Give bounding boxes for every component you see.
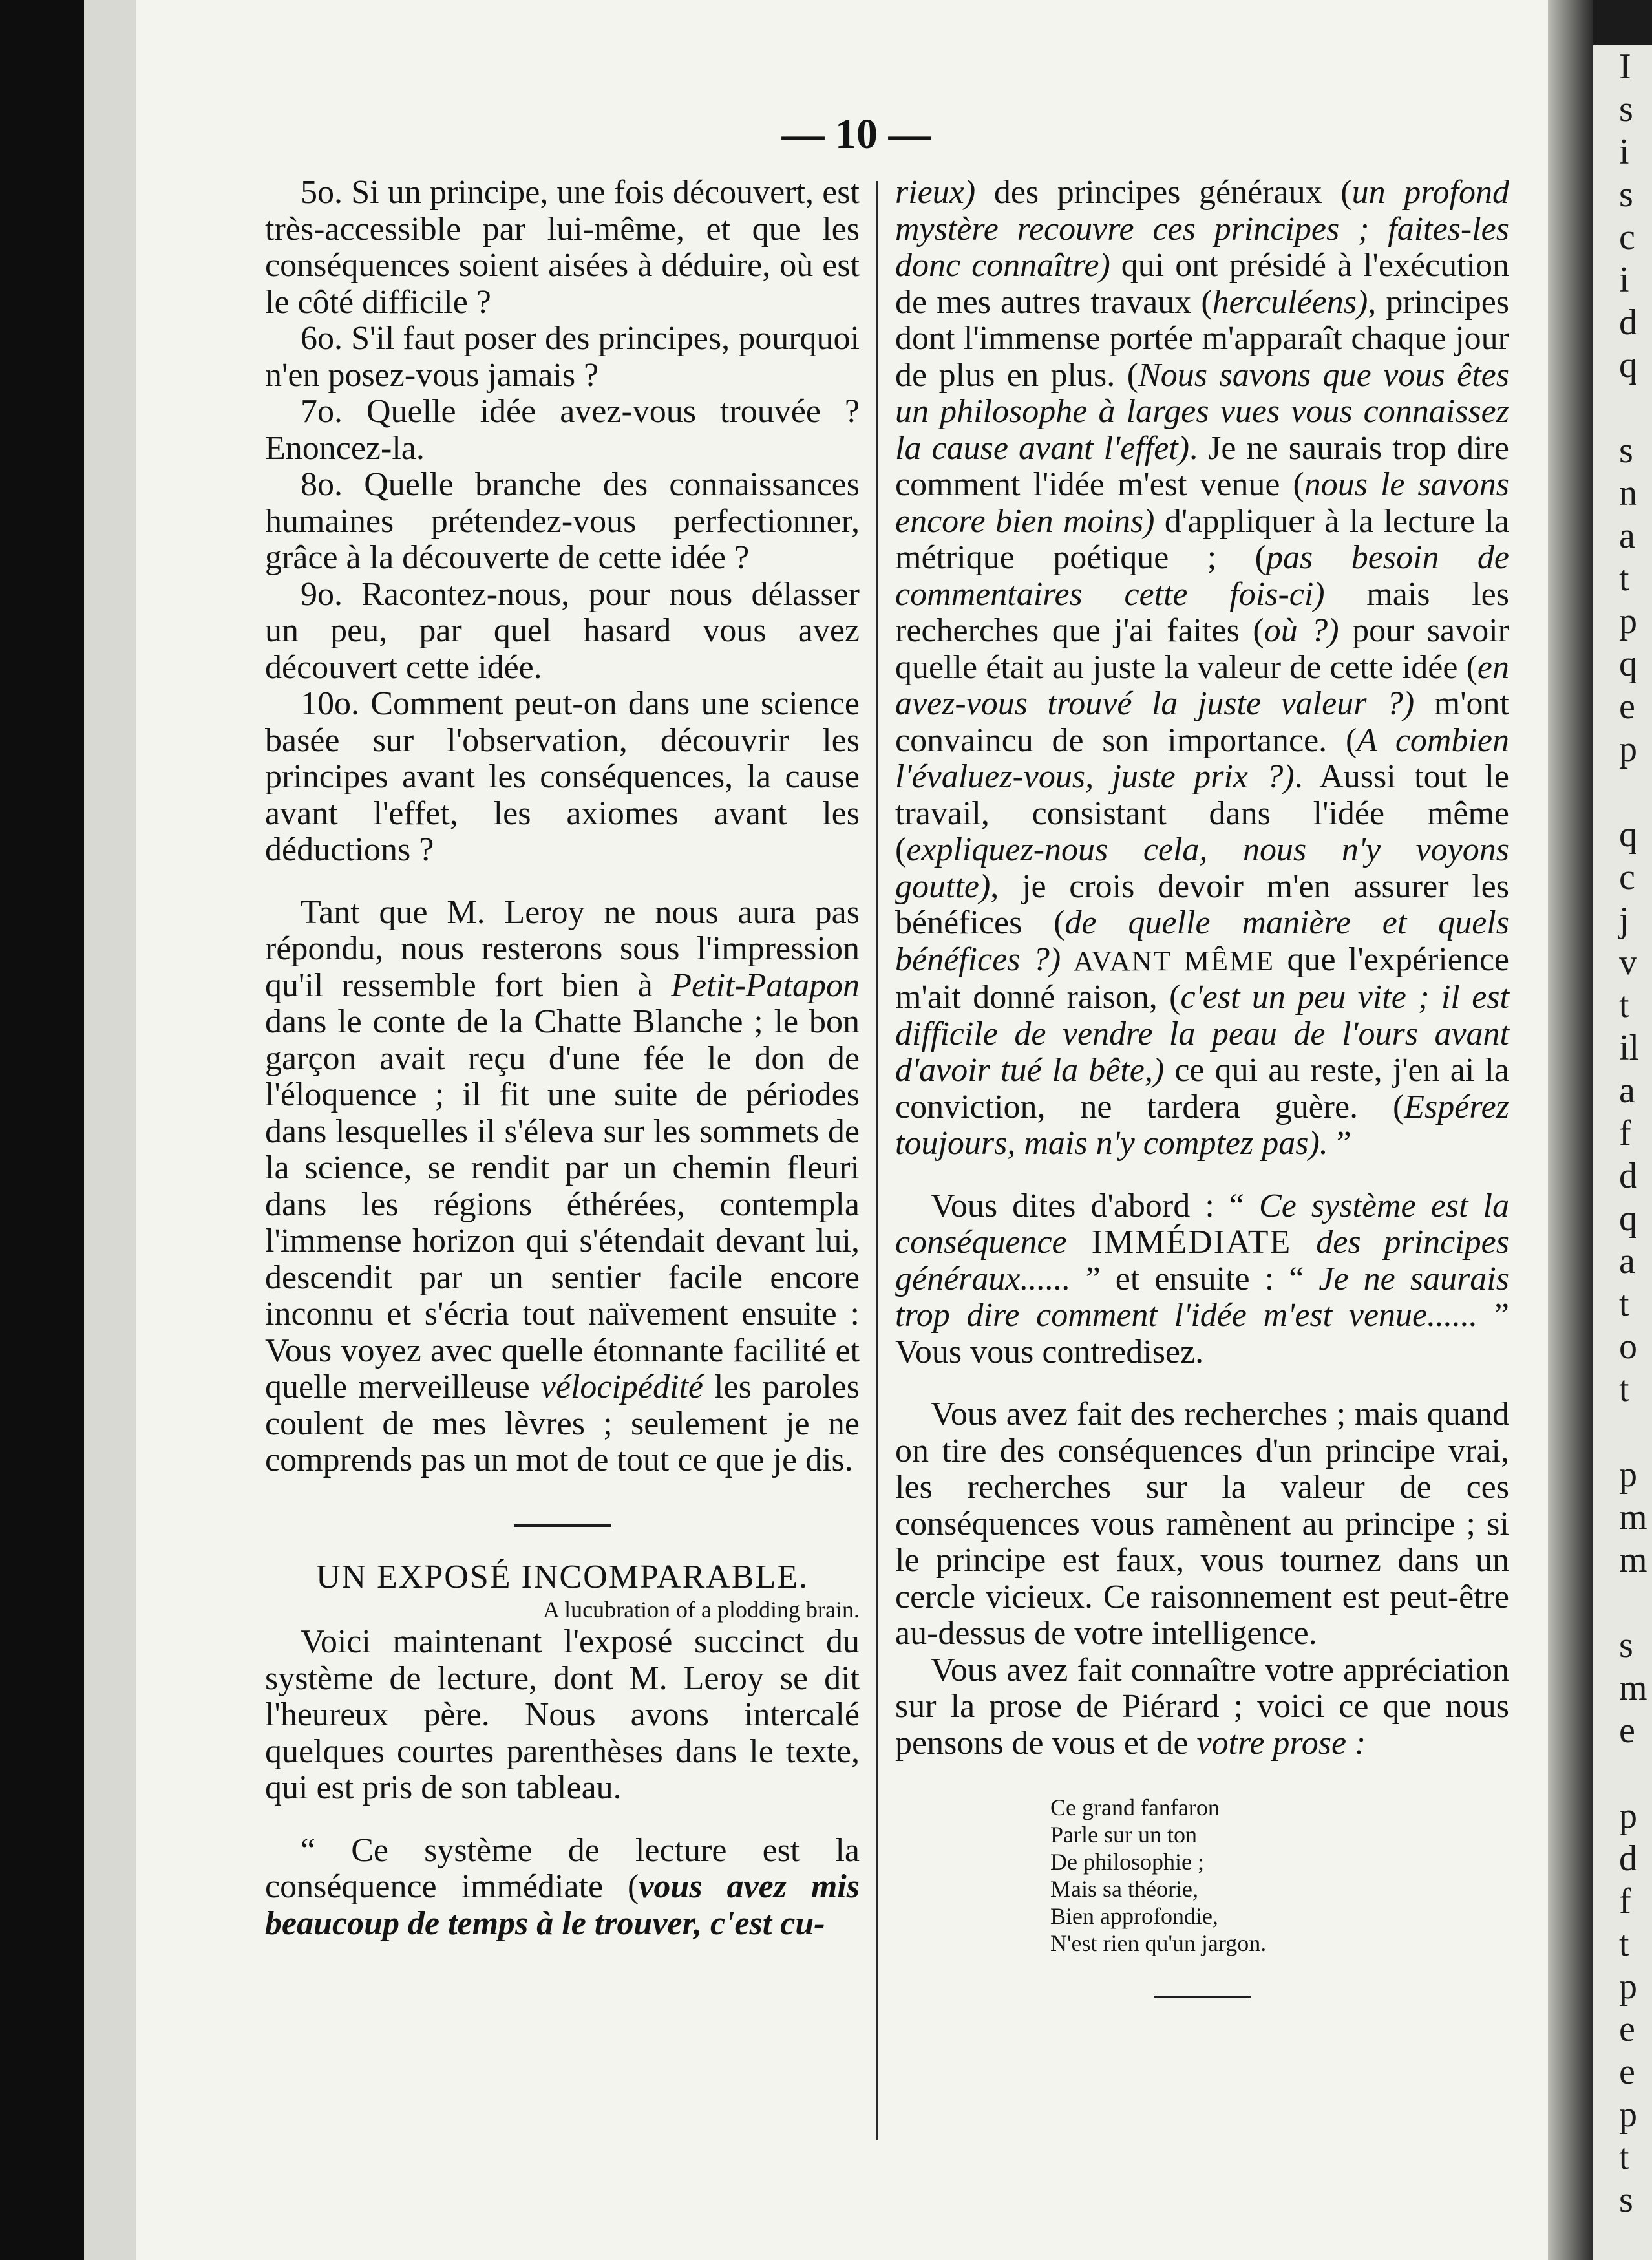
next-page-line: p xyxy=(1619,729,1637,769)
next-page-line: e xyxy=(1619,687,1635,727)
paragraph-contradiction: Vous dites d'abord : “ Ce système est la conséquence IMMÉDIATE des principes généraux...... ” et ensuite : “ Je ne saurais trop dire comment l'idée m'est venue...... ” Vous vous contredisez. xyxy=(895,1187,1510,1370)
next-page-line: q xyxy=(1619,345,1637,385)
next-page-line: n xyxy=(1619,473,1637,513)
section-divider xyxy=(514,1524,611,1527)
next-page-line: e xyxy=(1619,1711,1635,1751)
next-page-line: m xyxy=(1619,1668,1647,1708)
next-page-line xyxy=(1593,1581,1652,1624)
next-page-line: q xyxy=(1619,815,1637,855)
poem-line: De philosophie ; xyxy=(1050,1849,1204,1875)
next-page-line: f xyxy=(1619,1113,1631,1153)
next-page-line: p xyxy=(1619,1455,1637,1495)
next-page-line xyxy=(1593,771,1652,813)
question-7: 7o. Quelle idée avez-vous trouvée ? Enoncez-la. xyxy=(265,393,860,467)
next-page-line: v xyxy=(1619,943,1637,983)
next-page-line: t xyxy=(1619,2137,1629,2177)
next-page-line: q xyxy=(1619,1199,1637,1239)
paragraph-pierard: Vous avez fait connaître votre appréciation sur la prose de Piérard ; voici ce que nous pensons de vous et de votre prose : xyxy=(895,1651,1509,1762)
next-page-line: q xyxy=(1619,644,1637,684)
poem xyxy=(1050,1794,1509,1957)
next-page-line: s xyxy=(1619,175,1633,215)
next-page-line: t xyxy=(1619,1284,1629,1324)
section-title: UN EXPOSÉ INCOMPARABLE. xyxy=(315,1558,809,1595)
next-page-line: a xyxy=(1619,1071,1635,1111)
poem-line: Ce grand fanfaron xyxy=(1050,1795,1220,1820)
next-page-line: p xyxy=(1619,601,1637,641)
page-number: — 10 — xyxy=(781,111,931,158)
poem-line: Parle sur un ton xyxy=(1050,1822,1197,1848)
next-page-line xyxy=(1593,1411,1652,1453)
next-page-fragment xyxy=(1593,45,1652,2260)
next-page-line: t xyxy=(1619,559,1629,599)
next-page-line: t xyxy=(1619,1369,1629,1409)
next-page-line: p xyxy=(1619,1967,1637,2007)
next-page-line: f xyxy=(1619,1881,1631,1921)
paragraph-expose: Voici maintenant l'exposé succinct du système de lecture, dont M. Leroy se dit l'heureux père. Nous avons intercalé quelques courtes parenthèses dans le texte, qui est pris de son tableau. xyxy=(265,1623,860,1806)
next-page-line: a xyxy=(1619,1241,1635,1281)
next-page-line: c xyxy=(1619,857,1635,897)
question-5: 5o. Si un principe, une fois découvert, est très-accessible par lui-même, et que les conséquences soient aisées à déduire, où est le côté difficile ? xyxy=(265,174,860,321)
next-page-line: o xyxy=(1619,1327,1637,1367)
next-page-line: d xyxy=(1619,303,1637,343)
next-page-line: s xyxy=(1619,1625,1633,1665)
next-page-line: t xyxy=(1619,1924,1629,1964)
next-page-line: p xyxy=(1619,2095,1637,2135)
right-column xyxy=(895,175,1509,1998)
next-page-line: a xyxy=(1619,516,1635,556)
quote-continuation: rieux) des principes généraux (un profond mystère recouvre ces principes ; faites-les donc connaître) qui ont présidé à l'exécution de mes autres travaux (herculéens), principes dont l'immense portée m'apparaît chaque jour de plus en plus. (Nous savons que vous êtes un philosophe à larges vues vous connaissez la cause avant l'effet). Je ne saurais trop dire comment l'idée m'est venue (nous le savons encore bien moins) d'appliquer à la lecture la métrique poétique ; (pas besoin de commentaires cette fois-ci) mais les recherches que j'ai faites (où ?) pour savoir quelle était au juste la valeur de cette idée (en avez-vous trouvé la juste valeur ?) m'ont convaincu de son importance. (A combien l'évaluez-vous, juste prix ?). Aussi tout le travail, consistant dans l'idée même (expliquez-nous cela, nous n'y voyons goutte), je crois devoir m'en assurer les bénéfices (de quelle manière et quels bénéfices ?) AVANT MÊME que l'expérience m'ait donné raison, (c'est un peu vite ; il est difficile de vendre la peau de l'ours avant d'avoir tué la bête,) ce qui au reste, j'en ai la conviction, ne tardera guère. (Espérez toujours, mais n'y comptez pas). ” xyxy=(895,174,1510,1162)
quote-start: “ Ce système de lecture est la conséquence immédiate (vous avez mis beaucoup de temps à le trouver, c'est cu- xyxy=(265,1831,860,1942)
paragraph-petit-patapon: Tant que M. Leroy ne nous aura pas répondu, nous resterons sous l'impression qu'il ressemble fort bien à Petit-Patapon dans le conte de la Chatte Blanche ; le bon garçon avait reçu d'une fée le don de l'éloquence ; il fit une suite de périodes dans lesquelles il s'éleva sur les sommets de la science, se rendit par un chemin fleuri dans les régions éthérées, contempla l'immense horizon qui s'étendait devant lui, descendit par un sentier facile encore inconnu et s'écria tout naïvement ensuite : Vous voyez avec quelle étonnante facilité et quelle merveilleuse vélocipédité les paroles coulent de mes lèvres ; seulement je ne comprends pas un mot de tout ce que je dis. xyxy=(265,893,860,1478)
next-page-line: d xyxy=(1619,1839,1637,1879)
next-page-line: e xyxy=(1619,2009,1635,2049)
next-page-line: I xyxy=(1619,47,1631,87)
column-rule xyxy=(876,181,878,2140)
next-page-line: e xyxy=(1619,2052,1635,2092)
scan-border xyxy=(0,0,84,2260)
next-page-line: i xyxy=(1619,260,1629,300)
next-page-line: d xyxy=(1619,1156,1637,1196)
question-6: 6o. S'il faut poser des principes, pourquoi n'en posez-vous jamais ? xyxy=(265,320,860,394)
next-page-line: s xyxy=(1619,431,1633,471)
poem-line: Mais sa théorie, xyxy=(1050,1876,1198,1902)
next-page-line xyxy=(1593,387,1652,429)
paragraph-recherches: Vous avez fait des recherches ; mais quand on tire des conséquences d'un principe vrai, les recherches sur la valeur de ces conséquences vous ramènent au principe ; si le principe est faux, vous tournez dans un cercle vicieux. Ce raisonnement est peut-être au-dessus de votre intelligence. xyxy=(895,1396,1509,1652)
next-page-line: p xyxy=(1619,1796,1637,1836)
next-page-line: m xyxy=(1619,1540,1647,1580)
next-page-line: il xyxy=(1619,1028,1640,1068)
epigraph: A lucubration of a plodding brain. xyxy=(543,1597,860,1623)
poem-line: Bien approfondie, xyxy=(1050,1903,1218,1929)
next-page-line: s xyxy=(1619,89,1633,129)
next-page-line: j xyxy=(1619,900,1629,940)
question-10: 10o. Comment peut-on dans une science basée sur l'observation, découvrir les principes avant les conséquences, la cause avant l'effet, les axiomes avant les déductions ? xyxy=(265,685,860,868)
next-page-line: m xyxy=(1619,1497,1647,1537)
question-9: 9o. Racontez-nous, pour nous délasser un peu, par quel hasard vous avez découvert cette idée. xyxy=(265,575,860,686)
question-8: 8o. Quelle branche des connaissances humaines prétendez-vous perfectionner, grâce à la découverte de cette idée ? xyxy=(265,466,860,576)
next-page-line: i xyxy=(1619,132,1629,172)
next-page-line xyxy=(1593,1752,1652,1795)
gutter-shadow xyxy=(1548,0,1593,2260)
left-column xyxy=(265,175,860,1942)
poem-line: N'est rien qu'un jargon. xyxy=(1050,1930,1267,1956)
closing-divider xyxy=(1154,1996,1251,1998)
next-page-line: t xyxy=(1619,985,1629,1025)
next-page-line: c xyxy=(1619,217,1635,257)
next-page-line: s xyxy=(1619,2180,1633,2220)
page-edge xyxy=(84,0,138,2260)
